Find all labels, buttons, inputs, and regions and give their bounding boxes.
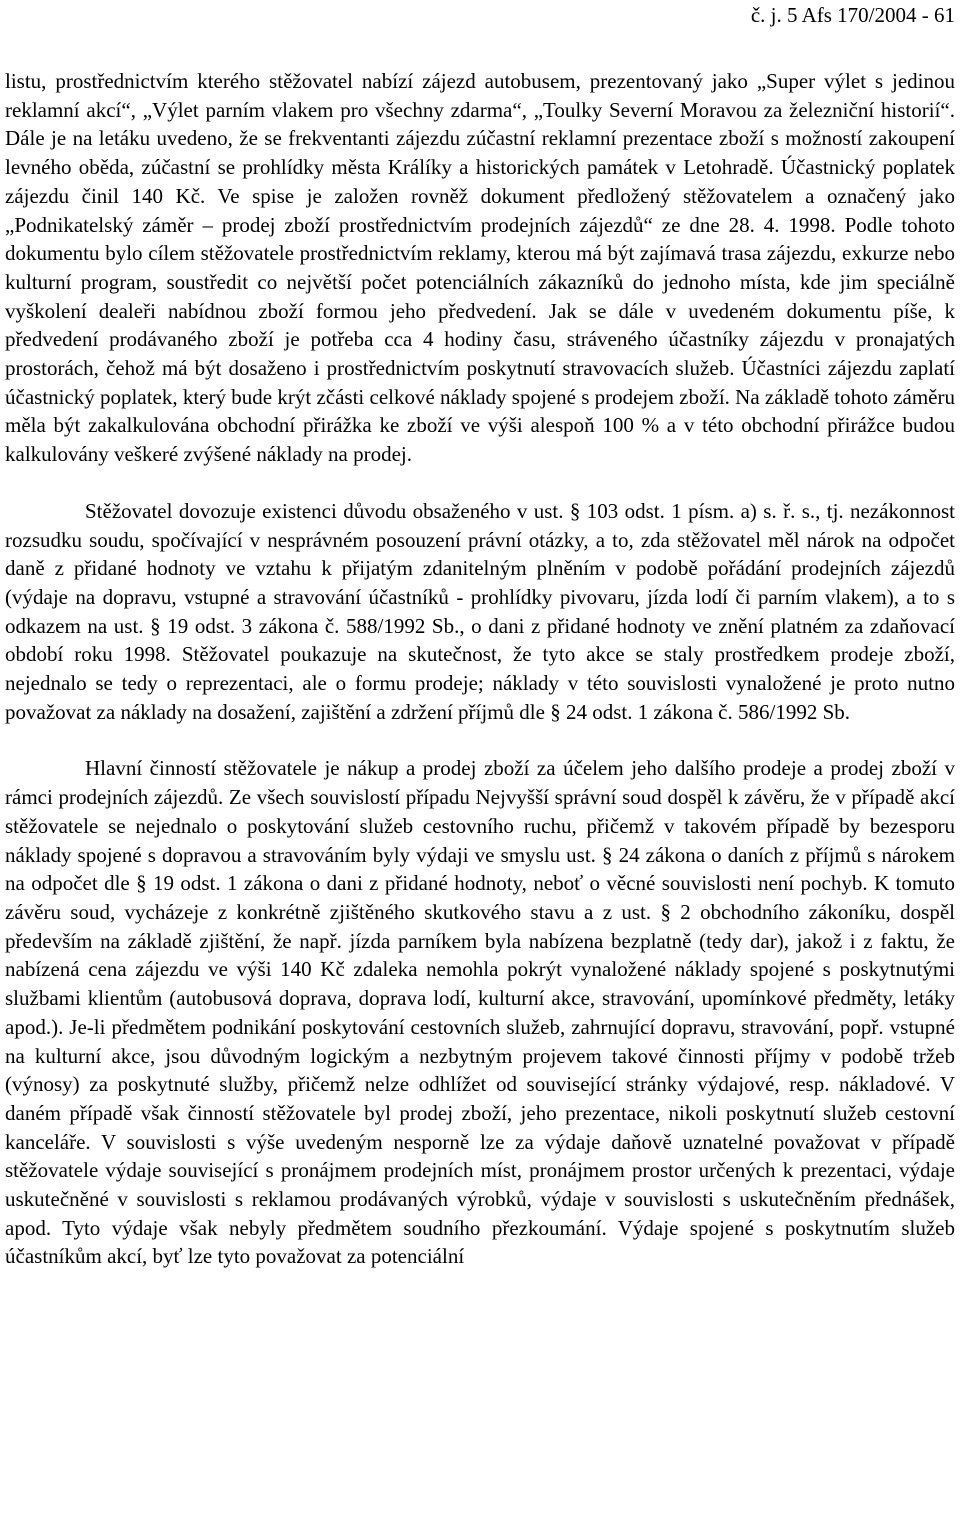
paragraph-court-reasoning: Hlavní činností stěžovatele je nákup a prodej zboží za účelem jeho dalšího prodeje a prodej zboží v rámci prodejních zájezdů. Ze všech souvislostí případu Nejvyšší správní soud dospěl k závěru, že v případě akcí stěžovatele se nejednalo o poskytování služeb cestovního ruchu, přičemž v takovém případě by bezesporu náklady spojené s dopravou a stravováním byly výdaji ve smyslu ust. § 24 zákona o daních z příjmů s nárokem na odpočet dle § 19 odst. 1 zákona o dani z přidané hodnoty, neboť o věcné souvislosti není pochyb. K tomuto závěru soud, vycházeje z konkrétně zjištěného skutkového stavu a z ust. § 2 obchodního zákoníku, dospěl především na základě zjištění, že např. jízda parníkem byla nabízena bezplatně (tedy dar), jakož i z faktu, že nabízená cena zájezdu ve výši 140 Kč zdaleka nemohla pokrýt vynaložené náklady spojené s poskytnutými službami klientům (autobusová doprava, doprava lodí, kulturní akce, stravování, upomínkové předměty, letáky apod.). Je-li předmětem podnikání poskytování cestovních služeb, zahrnující dopravu, stravování, popř. vstupné na kulturní akce, jsou důvodným logickým a nezbytným projevem takové činnosti příjmy v podobě tržeb (výnosy) za poskytnuté služby, přičemž nelze odhlížet od související stránky výdajové, resp. nákladové. V daném případě však činností stěžovatele byl prodej zboží, jeho prezentace, nikoli poskytnutí služeb cestovní kanceláře. V souvislosti s výše uvedeným nesporně lze za výdaje daňově uznatelné považovat v případě stěžovatele výdaje související s pronájmem prodejních míst, pronájmem prostor určených k prezentaci, výdaje uskutečněné v souvislosti s reklamou prodávaných výrobků, výdaje v souvislosti s uskutečněním přednášek, apod. Tyto výdaje však nebyly předmětem soudního přezkoumání. Výdaje spojené s poskytnutím služeb účastníkům akcí, byť lze tyto považovat za potenciální: [5, 756, 955, 1269]
document-body: [5, 67, 955, 1271]
paragraph-complainant-argument: Stěžovatel dovozuje existenci důvodu obsaženého v ust. § 103 odst. 1 písm. a) s. ř. s., tj. nezákonnost rozsudku soudu, spočívající v nesprávném posouzení právní otázky, a to, zda stěžovatel měl nárok na odpočet daně z přidané hodnoty ve vztahu k přijatým zdanitelným plněním v podobě pořádání prodejních zájezdů (výdaje na dopravu, vstupné a stravování účastníků - prohlídky pivovaru, jízda lodí či parním vlakem), a to s odkazem na ust. § 19 odst. 3 zákona č. 588/1992 Sb., o dani z přidané hodnoty ve znění platném za zdaňovací období roku 1998. Stěžovatel poukazuje na skutečnost, že tyto akce se staly prostředkem prodeje zboží, nejednalo se tedy o reprezentaci, ale o formu prodeje; náklady v této souvislosti vynaložené je proto nutno považovat za náklady na dosažení, zajištění a zdržení příjmů dle § 24 odst. 1 zákona č. 586/1992 Sb.: [5, 498, 955, 724]
case-reference-header: č. j. 5 Afs 170/2004 - 61: [750, 3, 955, 27]
paragraph-continuation: listu, prostřednictvím kterého stěžovatel nabízí zájezd autobusem, prezentovaný jako „Super výlet s jedinou reklamní akcí“, „Výlet parním vlakem pro všechny zdarma“, „Toulky Severní Moravou za železniční historií“. Dále je na letáku uvedeno, že se frekventanti zájezdu zúčastní reklamní prezentace zboží s možností zakoupení levného oběda, zúčastní se prohlídky města Králíky a historických památek v Letohradě. Účastnický poplatek zájezdu činil 140 Kč. Ve spise je založen rovněž dokument předložený stěžovatelem a označený jako „Podnikatelský záměr – prodej zboží prostřednictvím prodejních zájezdů“ ze dne 28. 4. 1998. Podle tohoto dokumentu bylo cílem stěžovatele prostřednictvím reklamy, kterou má být zajímavá trasa zájezdu, exkurze nebo kulturní program, soustředit co největší počet potenciálních zákazníků do jednoho místa, kde jim speciálně vyškolení dealeři nabídnou zboží formou jeho předvedení. Jak se dále v uvedeném dokumentu píše, k předvedení prodávaného zboží je potřeba cca 4 hodiny času, stráveného účastníky zájezdu v pronajatých prostorách, čehož má být dosaženo i prostřednictvím poskytnutí stravovacích služeb. Účastníci zájezdu zaplatí účastnický poplatek, který bude krýt zčásti celkové náklady spojené s prodejem zboží. Na základě tohoto záměru měla být zakalkulována obchodní přirážka ke zboží ve výši alespoň 100 % a v této obchodní přirážce budou kalkulovány veškeré zvýšené náklady na prodej.: [5, 69, 955, 467]
